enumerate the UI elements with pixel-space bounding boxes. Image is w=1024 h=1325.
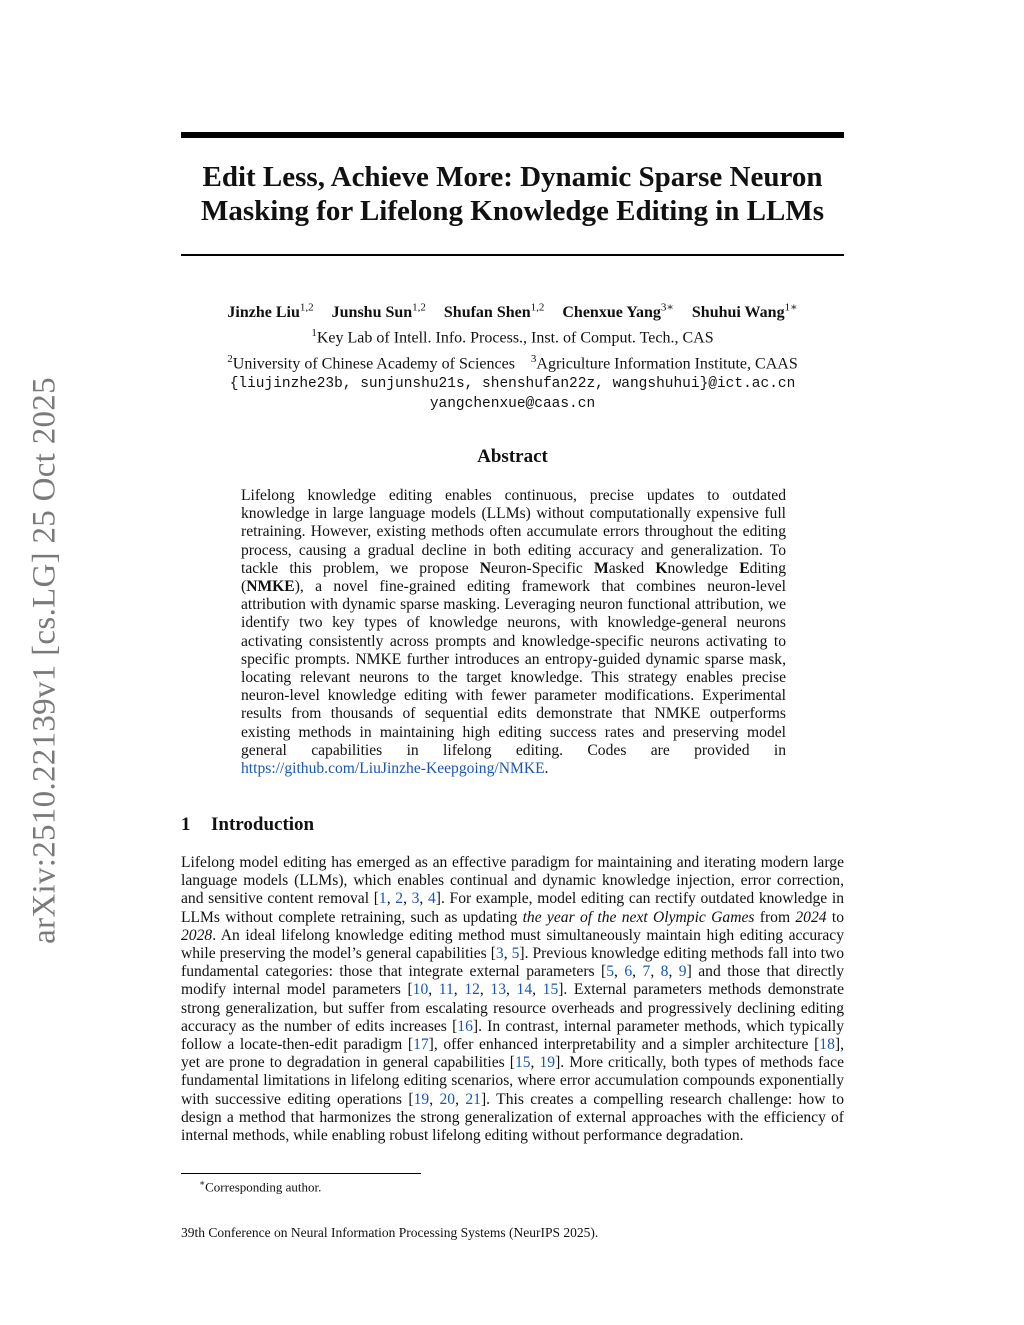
citation-link[interactable]: 6	[624, 963, 633, 981]
citation-link[interactable]: 1	[378, 890, 387, 908]
citation-link[interactable]: 15	[514, 1054, 531, 1072]
citation-link[interactable]: 20	[439, 1090, 456, 1108]
citation-link[interactable]: 4	[427, 890, 436, 908]
citation-link[interactable]: 8	[660, 963, 669, 981]
arxiv-stamp: arXiv:2510.22139v1 [cs.LG] 25 Oct 2025	[26, 377, 63, 944]
citation-link[interactable]: 21	[465, 1090, 481, 1108]
citation-link[interactable]: 5	[606, 963, 615, 981]
author-names	[181, 298, 844, 323]
citation-link[interactable]: 7	[642, 963, 651, 981]
author: Chenxue Yang$^{3∗}$	[562, 302, 674, 322]
affiliation-line-2: $^2$University of Chinese Academy of Sciences $^3$Agriculture Information Institute, CAAS	[227, 352, 798, 372]
citation-link[interactable]: 11	[438, 981, 454, 999]
citation-link[interactable]: 13	[490, 981, 507, 999]
introduction-text: Lifelong model editing has emerged as an effective paradigm for maintaining and iterating modern large language models (LLMs), which enables continual and dynamic knowledge injection, error correction, and sensitive content removal [1, 2, 3, 4]. For example, model editing can rectify outdated knowledge in LLMs without complete retraining, such as updating the year of the next Olympic Games from 2024 to 2028. An ideal lifelong knowledge editing method must simultaneously maintain high editing accuracy while preserving the model’s general capabilities [3, 5]. Previous knowledge editing methods fall into two fundamental categories: those that integrate external parameters [5, 6, 7, 8, 9] and those that directly modify internal model parameters [10, 11, 12, 13, 14, 15]. External parameters methods demonstrate strong generalization, but suffer from escalating resource overheads and progressively declining editing accuracy as the number of edits increases [16]. In contrast, internal parameter methods, which typically follow a locate-then-edit paradigm [17], offer enhanced interpretability and a simpler architecture [18], yet are prone to degradation in general capabilities [15, 19]. More critically, both types of methods face fundamental limitations in lifelong editing scenarios, where error accumulation compounds exponentially with successive editing operations [19, 20, 21]. This creates a compelling research challenge: how to design a method that harmonizes the strong generalization of external approaches with the efficiency of internal methods, while enabling robust lifelong editing without performance degradation.	[181, 854, 845, 1145]
footnote-rule	[181, 1173, 421, 1174]
citation-link[interactable]: 14	[516, 981, 533, 999]
abstract-text: Lifelong knowledge editing enables continuous, precise updates to outdated knowledge in large language models (LLMs) without computationally expensive full retraining. However, existing methods often accumulate errors throughout the editing process, causing a gradual decline in both editing accuracy and generalization. To tackle this problem, we propose Neuron-Specific Masked Knowledge Editing (NMKE), a novel fine-grained editing framework that combines neuron-level attribution with dynamic sparse masking. Leveraging neuron functional attribution, we identify two key types of knowledge neurons, with knowledge-general neurons activating consistently across prompts and knowledge-specific neurons activating to specific prompts. NMKE further introduces an entropy-guided dynamic sparse mask, locating relevant neurons to the target knowledge. This strategy enables precise neuron-level knowledge editing with fewer parameter modifications. Experimental results from thousands of sequential edits demonstrate that NMKE outperforms existing methods in maintaining high editing success rates and preserving model general capabilities in lifelong editing. Codes are provided in https://github.com/LiuJinzhe-Keepgoing/NMKE.	[241, 487, 787, 778]
citation-link[interactable]: 16	[457, 1017, 473, 1035]
author-block	[181, 298, 844, 414]
affiliation-line-1: $^1$Key Lab of Intell. Info. Process., Inst. of Comput. Tech., CAS	[311, 327, 714, 347]
conference-note: 39th Conference on Neural Information Processing Systems (NeurIPS 2025).	[181, 1225, 599, 1240]
footnote: ∗Corresponding author.	[199, 1178, 322, 1195]
citation-link[interactable]: 12	[464, 981, 480, 999]
author: Junshu Sun$^{1,2}$	[331, 302, 426, 322]
citation-link[interactable]: 3	[495, 945, 504, 963]
citation-link[interactable]: 3	[411, 890, 420, 908]
citation-link[interactable]: 19	[413, 1090, 430, 1108]
citation-link[interactable]: 10	[412, 981, 429, 999]
abstract-heading: Abstract	[477, 446, 548, 467]
author: Jinzhe Liu$^{1,2}$	[227, 302, 314, 322]
citation-link[interactable]: 17	[413, 1036, 429, 1054]
citation-link[interactable]: 2	[395, 890, 404, 908]
paper-title: Edit Less, Achieve More: Dynamic Sparse Neuron Masking for Lifelong Knowledge Editing in LLMs	[200, 161, 825, 227]
citation-link[interactable]: 15	[542, 981, 559, 999]
title-rule-top	[181, 132, 844, 138]
section-heading-introduction: 1 Introduction	[181, 814, 315, 835]
citation-link[interactable]: 5	[511, 945, 520, 963]
author: Shuhui Wang$^{1∗}$	[691, 302, 798, 322]
title-rule-bottom	[181, 254, 844, 256]
citation-link[interactable]: 19	[539, 1054, 556, 1072]
author-emails: {liujinzhe23b, sunjunshu21s, shenshufan22z, wangshuhui}@ict.ac.cn	[229, 375, 796, 392]
citation-link[interactable]: 9	[678, 963, 687, 981]
corresponding-email: yangchenxue@caas.cn	[429, 395, 596, 412]
code-link[interactable]: https://github.com/LiuJinzhe-Keepgoing/NMKE	[241, 760, 545, 778]
author: Shufan Shen$^{1,2}$	[443, 302, 545, 322]
citation-link[interactable]: 18	[819, 1036, 835, 1054]
